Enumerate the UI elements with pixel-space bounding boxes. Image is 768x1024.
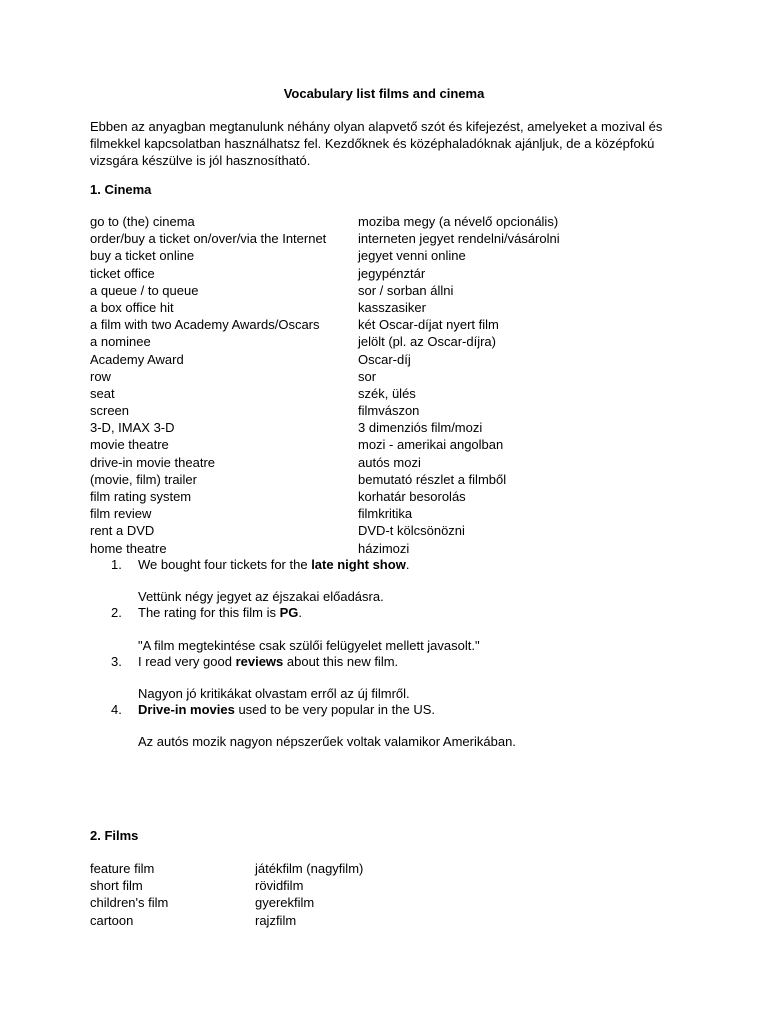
vocab-hungarian: filmvászon xyxy=(358,403,420,419)
vocab-english: row xyxy=(90,368,111,384)
vocab-hungarian: rajzfilm xyxy=(255,912,297,928)
example-text-after: about this new film. xyxy=(283,653,399,669)
vocab-row xyxy=(90,436,560,453)
vocab-english: short film xyxy=(90,878,143,894)
vocab-hungarian: sor xyxy=(358,368,377,384)
vocab-english: feature film xyxy=(90,861,155,876)
vocab-hungarian: játékfilm (nagyfilm) xyxy=(255,861,364,876)
example-number: 2. xyxy=(111,605,122,621)
vocab-hungarian: bemutató részlet a filmből xyxy=(358,471,507,487)
example-key-phrase: reviews xyxy=(235,653,284,669)
vocab-hungarian: szék, ülés xyxy=(358,385,416,401)
example-number: 1. xyxy=(111,557,122,572)
vocab-hungarian: gyerekfilm xyxy=(255,895,315,911)
example-translation: Vettünk négy jegyet az éjszakai előadásra. xyxy=(138,589,384,605)
example-key-phrase: PG xyxy=(279,605,299,621)
vocab-english: (movie, film) trailer xyxy=(90,471,197,487)
vocab-row xyxy=(90,230,560,247)
vocab-row xyxy=(90,282,560,299)
vocab-row xyxy=(90,540,560,557)
vocab-english: buy a ticket online xyxy=(90,248,195,264)
example-item xyxy=(111,605,671,653)
vocab-row xyxy=(90,894,363,911)
vocab-hungarian: sor / sorban állni xyxy=(358,282,454,298)
vocab-row xyxy=(90,316,560,333)
vocab-english: film review xyxy=(90,506,152,522)
vocab-hungarian: korhatár besorolás xyxy=(358,489,466,504)
vocab-english: a film with two Academy Awards/Oscars xyxy=(90,317,320,333)
vocab-hungarian: jegypénztár xyxy=(358,265,426,281)
example-sentences-list xyxy=(111,557,671,751)
intro-paragraph: Ebben az anyagban megtanulunk néhány olyan alapvető szót és kifejezést, amelyeket a mozival és filmekkel kapcsolatban használhatsz fel. Kezdőknek és középhaladóknak ajánljuk, de a középfokú vizsgára készülve is jól hasznosítható. xyxy=(90,119,663,168)
vocab-english: a box office hit xyxy=(90,299,174,315)
vocab-hungarian: jelölt (pl. az Oscar-díjra) xyxy=(358,334,496,350)
vocab-english: seat xyxy=(90,385,115,401)
vocab-english: a queue / to queue xyxy=(90,282,199,298)
vocab-hungarian: autós mozi xyxy=(358,454,421,470)
example-text-after: . xyxy=(298,605,303,621)
vocab-hungarian: 3 dimenziós film/mozi xyxy=(358,420,483,436)
vocab-row xyxy=(90,471,560,488)
vocab-hungarian: mozi - amerikai angolban xyxy=(358,437,504,453)
page-title: Vocabulary list films and cinema xyxy=(283,86,485,101)
vocab-english: drive-in movie theatre xyxy=(90,454,215,470)
vocab-hungarian: házimozi xyxy=(358,540,410,556)
vocab-row xyxy=(90,265,560,282)
example-translation: "A film megtekintése csak szülői felügyelet mellett javasolt." xyxy=(138,637,480,653)
vocab-hungarian: rövidfilm xyxy=(255,878,304,894)
vocab-english: go to (the) cinema xyxy=(90,214,195,229)
vocab-english: home theatre xyxy=(90,540,167,556)
vocab-english: ticket office xyxy=(90,265,155,281)
vocab-english: film rating system xyxy=(90,489,192,504)
vocab-hungarian: két Oscar-díjat nyert film xyxy=(358,317,499,333)
vocab-row xyxy=(90,213,560,230)
example-text-before: We bought four tickets for the xyxy=(138,557,312,572)
vocab-english: cartoon xyxy=(90,912,134,928)
vocab-row xyxy=(90,299,560,316)
example-translation: Az autós mozik nagyon népszerűek voltak valamikor Amerikában. xyxy=(138,734,516,750)
vocab-row xyxy=(90,247,560,264)
vocab-hungarian: moziba megy (a névelő opcionális) xyxy=(358,214,559,229)
example-sentence xyxy=(138,654,398,669)
films-vocabulary-list xyxy=(90,860,363,929)
vocab-row xyxy=(90,488,560,505)
vocab-row xyxy=(90,333,560,350)
vocab-row xyxy=(90,912,363,929)
vocab-hungarian: kasszasiker xyxy=(358,299,426,315)
vocab-row xyxy=(90,860,363,877)
vocab-row xyxy=(90,385,560,402)
example-text-after: . xyxy=(405,557,410,572)
vocab-row xyxy=(90,522,560,539)
vocab-row xyxy=(90,368,560,385)
vocab-row xyxy=(90,351,560,368)
example-item xyxy=(111,654,671,702)
vocab-english: rent a DVD xyxy=(90,523,155,539)
vocab-row xyxy=(90,454,560,471)
example-sentence xyxy=(138,605,302,620)
section-heading-cinema: 1. Cinema xyxy=(90,182,152,197)
example-item xyxy=(111,702,671,750)
example-sentence xyxy=(138,702,435,717)
vocab-hungarian: filmkritika xyxy=(358,506,413,522)
vocab-row xyxy=(90,877,363,894)
vocab-hungarian: jegyet venni online xyxy=(358,248,466,264)
vocab-row xyxy=(90,419,560,436)
vocab-english: a nominee xyxy=(90,334,151,350)
vocab-english: order/buy a ticket on/over/via the Internet xyxy=(90,231,327,247)
example-text-before: I read very good xyxy=(138,653,236,669)
example-key-phrase: late night show xyxy=(311,557,406,572)
example-text-before: The rating for this film is xyxy=(138,605,280,621)
vocab-english: children's film xyxy=(90,895,169,911)
vocab-row xyxy=(90,402,560,419)
vocab-english: screen xyxy=(90,403,130,419)
example-sentence xyxy=(138,557,409,572)
vocab-english: movie theatre xyxy=(90,437,169,453)
vocab-row xyxy=(90,505,560,522)
section-heading-films: 2. Films xyxy=(90,828,139,843)
example-item xyxy=(111,557,671,605)
vocab-hungarian: Oscar-díj xyxy=(358,351,411,367)
cinema-vocabulary-list xyxy=(90,213,560,557)
example-number: 3. xyxy=(111,653,122,669)
example-text-after: used to be very popular in the US. xyxy=(234,702,436,718)
example-number: 4. xyxy=(111,702,122,718)
vocab-hungarian: interneten jegyet rendelni/vásárolni xyxy=(358,231,560,247)
vocab-english: 3-D, IMAX 3-D xyxy=(90,420,175,436)
vocab-hungarian: DVD-t kölcsönözni xyxy=(358,523,465,539)
example-key-phrase: Drive-in movies xyxy=(138,702,235,718)
vocab-english: Academy Award xyxy=(90,351,184,367)
example-translation: Nagyon jó kritikákat olvastam erről az új filmről. xyxy=(138,686,410,702)
